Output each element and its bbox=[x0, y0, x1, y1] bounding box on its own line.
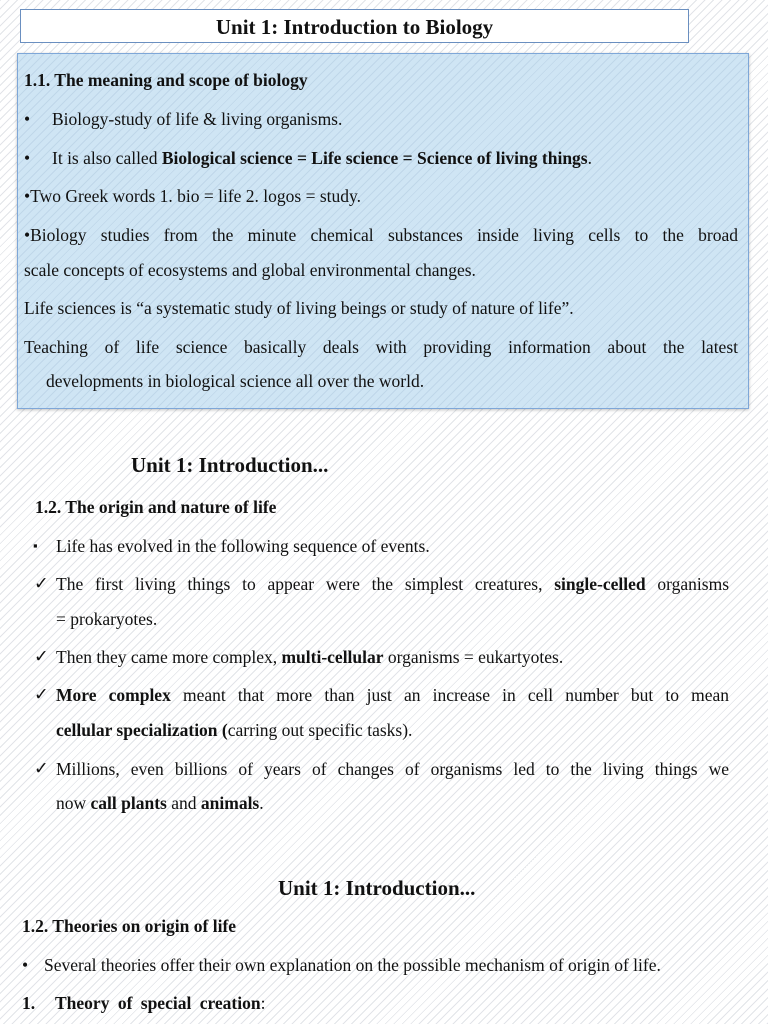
paragraph-line: •Biology studies from the minute chemical substances inside living cells to the broad bbox=[24, 225, 738, 245]
bullet-item: • Several theories offer their own explanation on the possible mechanism of origin of life. bbox=[22, 955, 661, 975]
section-heading-1-1: 1.1. The meaning and scope of biology bbox=[24, 70, 308, 90]
numbered-item: 1. Theory of special creation: bbox=[22, 993, 266, 1013]
section-heading-1-2: 1.2. The origin and nature of life bbox=[35, 497, 277, 517]
content-box bbox=[17, 53, 749, 409]
check-icon: ✓ bbox=[34, 684, 49, 704]
slide3-title: Unit 1: Introduction... bbox=[278, 876, 476, 900]
bullet-icon: • bbox=[24, 148, 31, 168]
list-item-line: cellular specialization (carring out specific tasks). bbox=[56, 720, 413, 740]
check-icon: ✓ bbox=[34, 646, 49, 666]
list-item-line: now call plants and animals. bbox=[56, 793, 264, 813]
slide2-title: Unit 1: Introduction... bbox=[131, 453, 329, 477]
paragraph-line: scale concepts of ecosystems and global environmental changes. bbox=[24, 260, 476, 280]
list-item-line: Millions, even billions of years of changes of organisms led to the living things we bbox=[56, 759, 729, 779]
check-icon: ✓ bbox=[34, 573, 49, 593]
list-item-line: The first living things to appear were the simplest creatures, single-celled organisms bbox=[56, 574, 730, 594]
paragraph: Life sciences is “a systematic study of living beings or study of nature of life”. bbox=[24, 298, 574, 318]
paragraph: •Two Greek words 1. bio = life 2. logos = study. bbox=[24, 186, 362, 206]
section-heading-theories: 1.2. Theories on origin of life bbox=[22, 916, 237, 936]
paragraph-line: Teaching of life science basically deals with providing information about the latest bbox=[24, 337, 738, 357]
list-item: Then they came more complex, multi-cellular organisms = eukartyotes. bbox=[56, 647, 564, 667]
bullet-item: • Biology-study of life & living organisms. bbox=[24, 109, 343, 129]
title-box bbox=[20, 9, 689, 43]
bullet-icon: • bbox=[24, 109, 31, 129]
paragraph-line: developments in biological science all over the world. bbox=[46, 371, 425, 391]
list-item: ▪ Life has evolved in the following sequence of events. bbox=[33, 536, 430, 556]
square-bullet-icon: ▪ bbox=[33, 538, 38, 553]
bullet-item: • It is also called Biological science = Life science = Science of living things. bbox=[24, 148, 592, 168]
slide1-title: Unit 1: Introduction to Biology bbox=[215, 15, 494, 39]
list-item-line: More complex meant that more than just an increase in cell number but to mean bbox=[56, 685, 729, 705]
bullet-icon: • bbox=[22, 955, 29, 975]
check-icon: ✓ bbox=[34, 758, 49, 778]
list-item-line: = prokaryotes. bbox=[56, 609, 158, 629]
